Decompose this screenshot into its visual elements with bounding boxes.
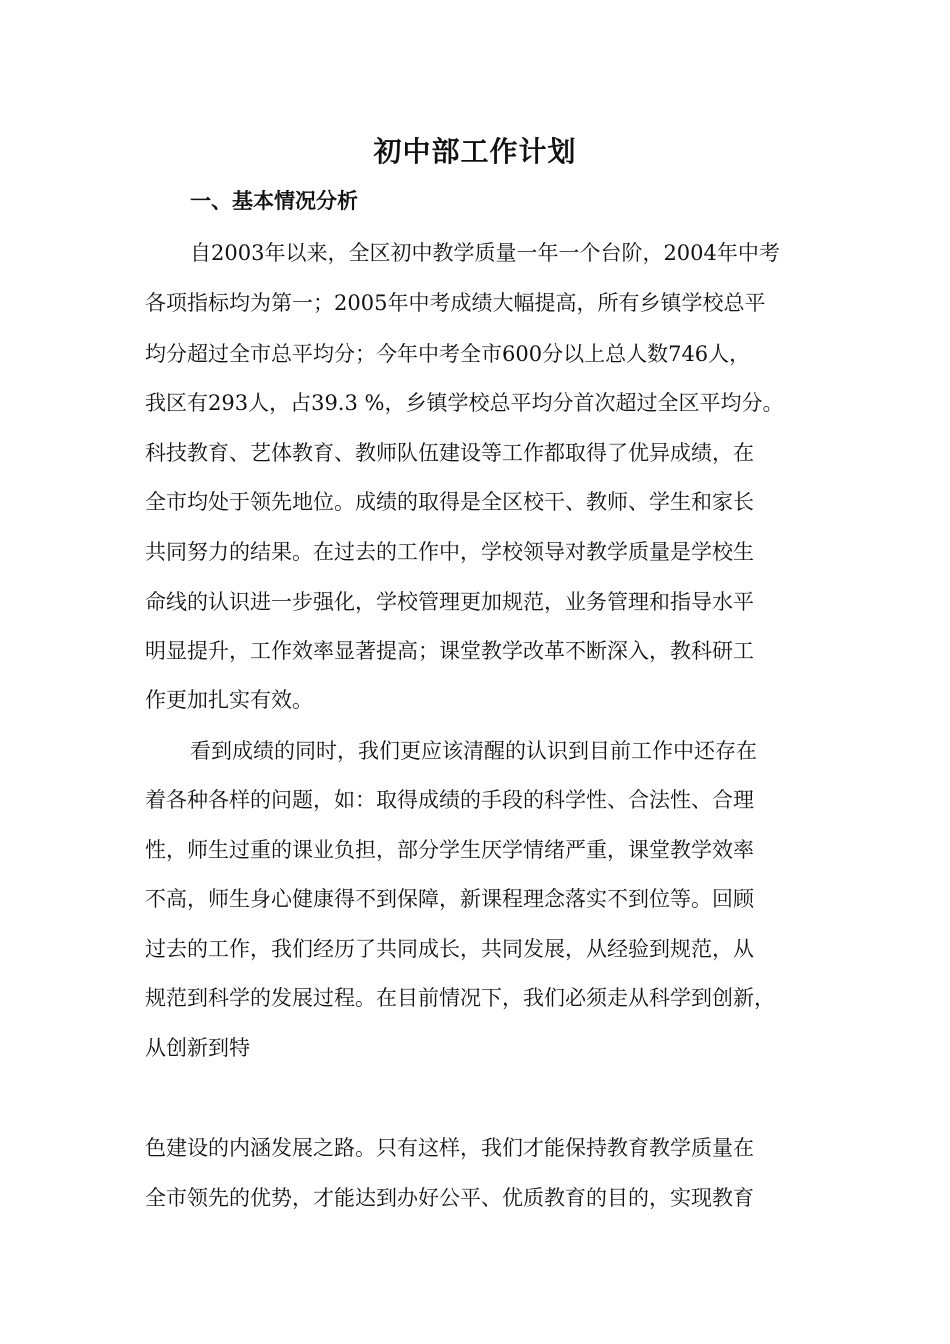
paragraph-line: 全市领先的优势，才能达到办好公平、优质教育的目的，实现教育: [145, 1186, 754, 1210]
paragraph-line: 我区有293人，占39.3 %，乡镇学校总平均分首次超过全区平均分。: [145, 391, 784, 415]
paragraph-line: 过去的工作，我们经历了共同成长，共同发展，从经验到规范，从: [145, 937, 754, 961]
paragraph-line: 科技教育、艺体教育、教师队伍建设等工作都取得了优异成绩，在: [145, 441, 754, 465]
paragraph-line: 明显提升，工作效率显著提高；课堂教学改革不断深入，教科研工: [145, 639, 754, 663]
paragraph-line: 作更加扎实有效。: [145, 688, 313, 712]
paragraph-line: 命线的认识进一步强化，学校管理更加规范，业务管理和指导水平: [145, 590, 754, 614]
paragraph-line: 色建设的内涵发展之路。只有这样，我们才能保持教育教学质量在: [145, 1136, 754, 1160]
document-title: 初中部工作计划: [373, 135, 577, 168]
section-heading: 一、基本情况分析: [190, 189, 358, 213]
paragraph-line: 自2003年以来，全区初中教学质量一年一个台阶，2004年中考: [190, 241, 780, 265]
paragraph-line: 共同努力的结果。在过去的工作中，学校领导对教学质量是学校生: [145, 540, 754, 564]
paragraph-line: 性，师生过重的课业负担，部分学生厌学情绪严重，课堂教学效率: [145, 838, 754, 862]
paragraph-line: 着各种各样的问题，如：取得成绩的手段的科学性、合法性、合理: [145, 788, 754, 812]
paragraph-line: 均分超过全市总平均分；今年中考全市600分以上总人数746人，: [145, 342, 751, 366]
paragraph-line: 全市均处于领先地位。成绩的取得是全区校干、教师、学生和家长: [145, 490, 754, 514]
paragraph-line: 不高，师生身心健康得不到保障，新课程理念落实不到位等。回顾: [145, 887, 754, 911]
paragraph-line: 规范到科学的发展过程。在目前情况下，我们必须走从科学到创新，: [145, 986, 775, 1010]
paragraph-line: 各项指标均为第一；2005年中考成绩大幅提高，所有乡镇学校总平: [145, 291, 766, 315]
paragraph-line: 看到成绩的同时，我们更应该清醒的认识到目前工作中还存在: [190, 739, 757, 763]
paragraph-line: 从创新到特: [145, 1036, 250, 1060]
